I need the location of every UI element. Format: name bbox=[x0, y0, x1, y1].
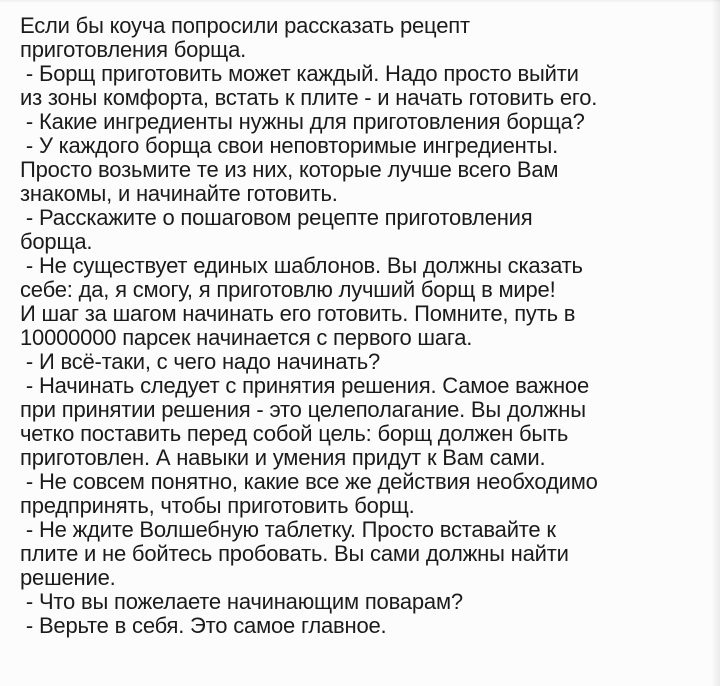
text-line: - Не ждите Волшебную таблетку. Просто вставайте к bbox=[20, 517, 556, 542]
text-line: И шаг за шагом начинать его готовить. Помните, путь в bbox=[20, 301, 576, 326]
paragraph bbox=[20, 374, 704, 470]
text-line: - Не существует единых шаблонов. Вы должны сказать bbox=[20, 253, 583, 278]
text-line: приготовления борща. bbox=[20, 37, 247, 62]
text-line: решение. bbox=[20, 565, 116, 590]
paragraph bbox=[20, 518, 704, 590]
text-line: - Начинать следует с принятия решения. Самое важное bbox=[20, 373, 589, 398]
text-line: предпринять, чтобы приготовить борщ. bbox=[20, 493, 415, 518]
paragraph bbox=[20, 614, 704, 638]
text-line: Если бы коуча попросили рассказать рецепт bbox=[20, 13, 470, 38]
text-line: из зоны комфорта, встать к плите - и начать готовить его. bbox=[20, 85, 598, 110]
paragraph bbox=[20, 350, 704, 374]
text-line: - У каждого борща свои неповторимые ингредиенты. bbox=[20, 133, 559, 158]
text-line: четко поставить перед собой цель: борщ должен быть bbox=[20, 421, 569, 446]
paragraph bbox=[20, 254, 704, 350]
text-line: - Верьте в себя. Это самое главное. bbox=[20, 613, 387, 638]
text-line: плите и не бойтесь пробовать. Вы сами должны найти bbox=[20, 541, 569, 566]
text-line: - И всё-таки, с чего надо начинать? bbox=[20, 349, 381, 374]
text-line: - Борщ приготовить может каждый. Надо просто выйти bbox=[20, 61, 579, 86]
paragraph bbox=[20, 14, 704, 62]
text-line: борща. bbox=[20, 229, 93, 254]
text-line: - Какие ингредиенты нужны для приготовления борща? bbox=[20, 109, 585, 134]
text-line: - Что вы пожелаете начинающим поварам? bbox=[20, 589, 463, 614]
paragraph bbox=[20, 62, 704, 110]
text-line: - Расскажите о пошаговом рецепте приготовления bbox=[20, 205, 533, 230]
paragraph bbox=[20, 470, 704, 518]
text-line: при принятии решения - это целеполагание. Вы должны bbox=[20, 397, 586, 422]
text-line: Просто возьмите те из них, которые лучше всего Вам bbox=[20, 157, 559, 182]
text-line: приготовлен. А навыки и умения придут к Вам сами. bbox=[20, 445, 546, 470]
paragraph bbox=[20, 590, 704, 614]
text-line: знакомы, и начинайте готовить. bbox=[20, 181, 338, 206]
paragraph bbox=[20, 110, 704, 134]
text-line: 10000000 парсек начинается с первого шага. bbox=[20, 325, 473, 350]
text-line: - Не совсем понятно, какие все же действия необходимо bbox=[20, 469, 598, 494]
paragraph bbox=[20, 134, 704, 206]
text-line: себе: да, я смогу, я приготовлю лучший борщ в мире! bbox=[20, 277, 556, 302]
paragraph bbox=[20, 206, 704, 254]
